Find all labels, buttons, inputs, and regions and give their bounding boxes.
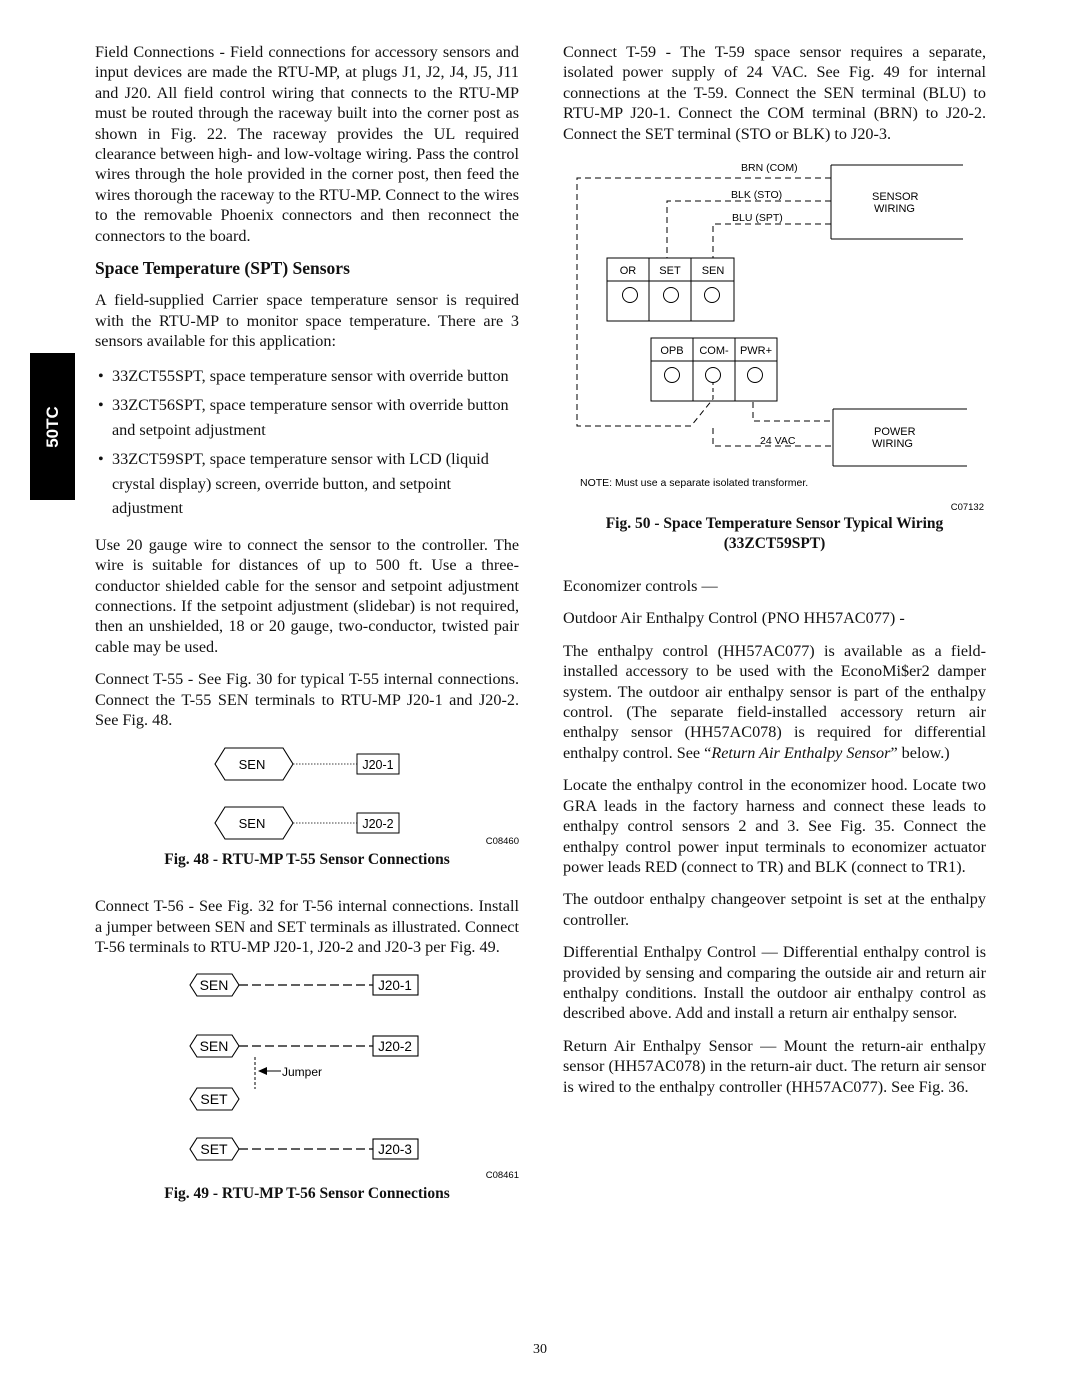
fig49-j20-2-label: J20-2 xyxy=(378,1038,412,1054)
paragraph-return-air-sensor: Return Air Enthalpy Sensor — Mount the return-air enthalpy sensor (HH57AC078) in the return-air duct. The return air sensor is wired to the enthalpy controller (HH57AC077). See Fig. 36. xyxy=(563,1036,986,1096)
fig49-set-label-2: SET xyxy=(200,1140,228,1157)
fig50-opb-screw xyxy=(665,368,680,383)
right-column xyxy=(563,42,986,1109)
fig50-diagram xyxy=(563,156,986,514)
figure-50 xyxy=(563,156,986,514)
fig48-j20-1-label: J20-1 xyxy=(362,758,394,773)
paragraph-locate-enthalpy: Locate the enthalpy control in the economizer hood. Locate two GRA leads in the factory harness and connect these leads to enthalpy control sensors 2 and 3. See Fig. 35. Connect the enthalpy control power input terminals to economizer actuator power leads RED (connect to TR) and BLK (connect to TR1). xyxy=(563,776,986,876)
paragraph-connect-t56: Connect T-56 - See Fig. 32 for T-56 internal connections. Install a jumper between SEN and SET terminals as illustrated. Connect T-56 terminals to RTU-MP J20-1, J20-2 and J20-3 per Fig. 49. xyxy=(95,897,519,957)
fig50-wire-brn xyxy=(577,178,831,426)
section-heading-spt: Space Temperature (SPT) Sensors xyxy=(95,258,350,279)
fig50-sen-screw xyxy=(705,288,720,303)
fig48-sen-label-1: SEN xyxy=(238,757,266,773)
enthalpy-text-part-1: The enthalpy control (HH57AC077) is available as a field-installed accessory to be used with the EconoMi$er2 damper system. The outdoor air enthalpy sensor is part of the enthalpy control. (The separate field-installed accessory return air enthalpy sensor (HH57AC078) is required for differential enthalpy control. See “ xyxy=(563,641,986,762)
fig50-set-screw xyxy=(664,288,679,303)
paragraph-connect-t55: Connect T-55 - See Fig. 30 for typical T-55 internal connections. Connect the T-55 SEN terminals to RTU-MP J20-1 and J20-2. See Fig. 48. xyxy=(95,670,519,729)
fig49-code: C08461 xyxy=(485,1169,519,1180)
fig50-brn-label: BRN (COM) xyxy=(741,162,798,175)
fig49-j20-1-label: J20-1 xyxy=(378,977,412,993)
fig49-sen-label-1: SEN xyxy=(199,976,229,993)
fig48-diagram xyxy=(95,742,519,847)
sensor-list-item: • 33ZCT55SPT, space temperature sensor with override button xyxy=(95,364,519,389)
paragraph-field-connections: Field Connections - Field connections for accessory sensors and input devices are made the RTU-MP, at plugs J1, J2, J4, J5, J11 and J20. All field control wiring that connects to the RTU-MP must be routed through the raceway built into the corner post as shown in Fig. 22. The raceway provides the UL required clearance between high- and low-voltage wiring. Pass the control wires through the hole provided in the corner post, then feed the wires thorough the raceway to the RTU-MP. Connect to the wires to the removable Phoenix connectors and then reconnect the connectors to the board. xyxy=(95,43,519,245)
fig50-pwr-label: PWR+ xyxy=(739,345,773,358)
fig50-blk-label: BLK (STO) xyxy=(731,189,783,202)
fig50-blu-label: BLU (SPT) xyxy=(732,212,783,225)
page-number: 30 xyxy=(533,1342,547,1357)
paragraph-changeover-setpoint: The outdoor enthalpy changeover setpoint is set at the enthalpy controller. xyxy=(563,890,986,929)
fig50-code: C07132 xyxy=(950,502,984,514)
paragraph-differential-enthalpy: Differential Enthalpy Control — Differential enthalpy control is provided by sensing and comparing the outside air and return air enthalpy conditions. Install the outdoor air enthalpy control as described above. Add and install a return air enthalpy sensor. xyxy=(563,943,986,1023)
fig50-wire-pwr xyxy=(753,402,833,421)
side-tab xyxy=(30,353,75,500)
fig50-caption-line-2: (33ZCT59SPT) xyxy=(723,535,826,553)
fig50-wire-blk xyxy=(667,201,831,258)
fig50-vac-label: 24 VAC xyxy=(760,435,796,448)
paragraph-oa-enthalpy-control-title: Outdoor Air Enthalpy Control (PNO HH57AC077) - xyxy=(563,609,905,628)
left-column xyxy=(95,42,519,1204)
side-tab-label: 50TC xyxy=(42,405,62,448)
paragraph-spt-intro: A field-supplied Carrier space temperature sensor is required with the RTU-MP to monitor space temperature. There are 3 sensors available for this application: xyxy=(95,291,519,351)
figure-48 xyxy=(95,742,519,847)
paragraph-enthalpy-control xyxy=(563,641,986,763)
sensor-list-item: • 33ZCT56SPT, space temperature sensor with override button and setpoint adjustment xyxy=(95,393,519,442)
fig49-caption: Fig. 49 - RTU-MP T-56 Sensor Connections xyxy=(164,1184,450,1202)
fig50-or-label: OR xyxy=(619,265,637,278)
fig49-set-label-1: SET xyxy=(200,1090,228,1107)
fig50-opb-label: OPB xyxy=(660,345,684,358)
fig48-caption: Fig. 48 - RTU-MP T-55 Sensor Connections xyxy=(164,851,450,869)
fig50-power-wiring-label-2: WIRING xyxy=(872,438,913,451)
fig50-sen-label: SEN xyxy=(701,265,725,278)
fig50-sensor-wiring-label-1: SENSOR xyxy=(872,191,919,204)
sensor-list-item: • 33ZCT59SPT, space temperature sensor with LCD (liquid crystal display) screen, override button, and setpoint adjustment xyxy=(95,447,519,521)
fig49-sen-label-2: SEN xyxy=(199,1037,229,1054)
paragraph-gauge-wire: Use 20 gauge wire to connect the sensor to the controller. The wire is suitable for distances of up to 500 ft. Use a three-conductor shielded cable for the sensor and setpoint adjustment connections. If the setpoint adjustment (slidebar) is not required, then an unshielded, 18 or 20 gauge, two-conductor, twisted pair cable may be used. xyxy=(95,535,519,656)
sensor-list xyxy=(95,364,519,521)
fig50-wire-blu xyxy=(713,224,831,258)
fig49-jumper-arrow xyxy=(258,1067,267,1075)
fig49-j20-3-label: J20-3 xyxy=(378,1141,412,1157)
fig50-pwr-screw xyxy=(748,368,763,383)
fig48-sen-label-2: SEN xyxy=(238,816,266,832)
fig50-note: NOTE: Must use a separate isolated transformer. xyxy=(580,477,809,490)
fig50-com-screw xyxy=(706,368,721,383)
fig48-j20-2-label: J20-2 xyxy=(362,817,394,832)
fig49-jumper-label: Jumper xyxy=(282,1064,323,1079)
figure-49 xyxy=(95,972,519,1180)
paragraph-connect-t59: Connect T-59 - The T-59 space sensor requires a separate, isolated power supply of 24 VAC. See Fig. 49 for internal connections at the T-59. Connect the SEN terminal (BLU) to RTU-MP J20-1. Connect the COM terminal (BRN) to J20-2. Connect the SET terminal (STO or BLK) to J20-3. xyxy=(563,43,986,143)
fig50-com-label: COM- xyxy=(699,345,729,358)
enthalpy-text-part-2: ” below.) xyxy=(890,743,950,762)
fig50-or-screw xyxy=(623,288,638,303)
fig48-code: C08460 xyxy=(485,836,519,848)
fig50-caption-line-1: Fig. 50 - Space Temperature Sensor Typical Wiring xyxy=(605,515,944,533)
fig50-set-label: SET xyxy=(659,265,681,278)
enthalpy-text-reference: Return Air Enthalpy Sensor xyxy=(711,743,891,762)
fig49-diagram xyxy=(95,972,519,1180)
fig50-power-wiring-label-1: POWER xyxy=(874,426,916,439)
fig50-sensor-wiring-label-2: WIRING xyxy=(874,203,915,216)
paragraph-economizer-controls: Economizer controls — xyxy=(563,577,718,596)
